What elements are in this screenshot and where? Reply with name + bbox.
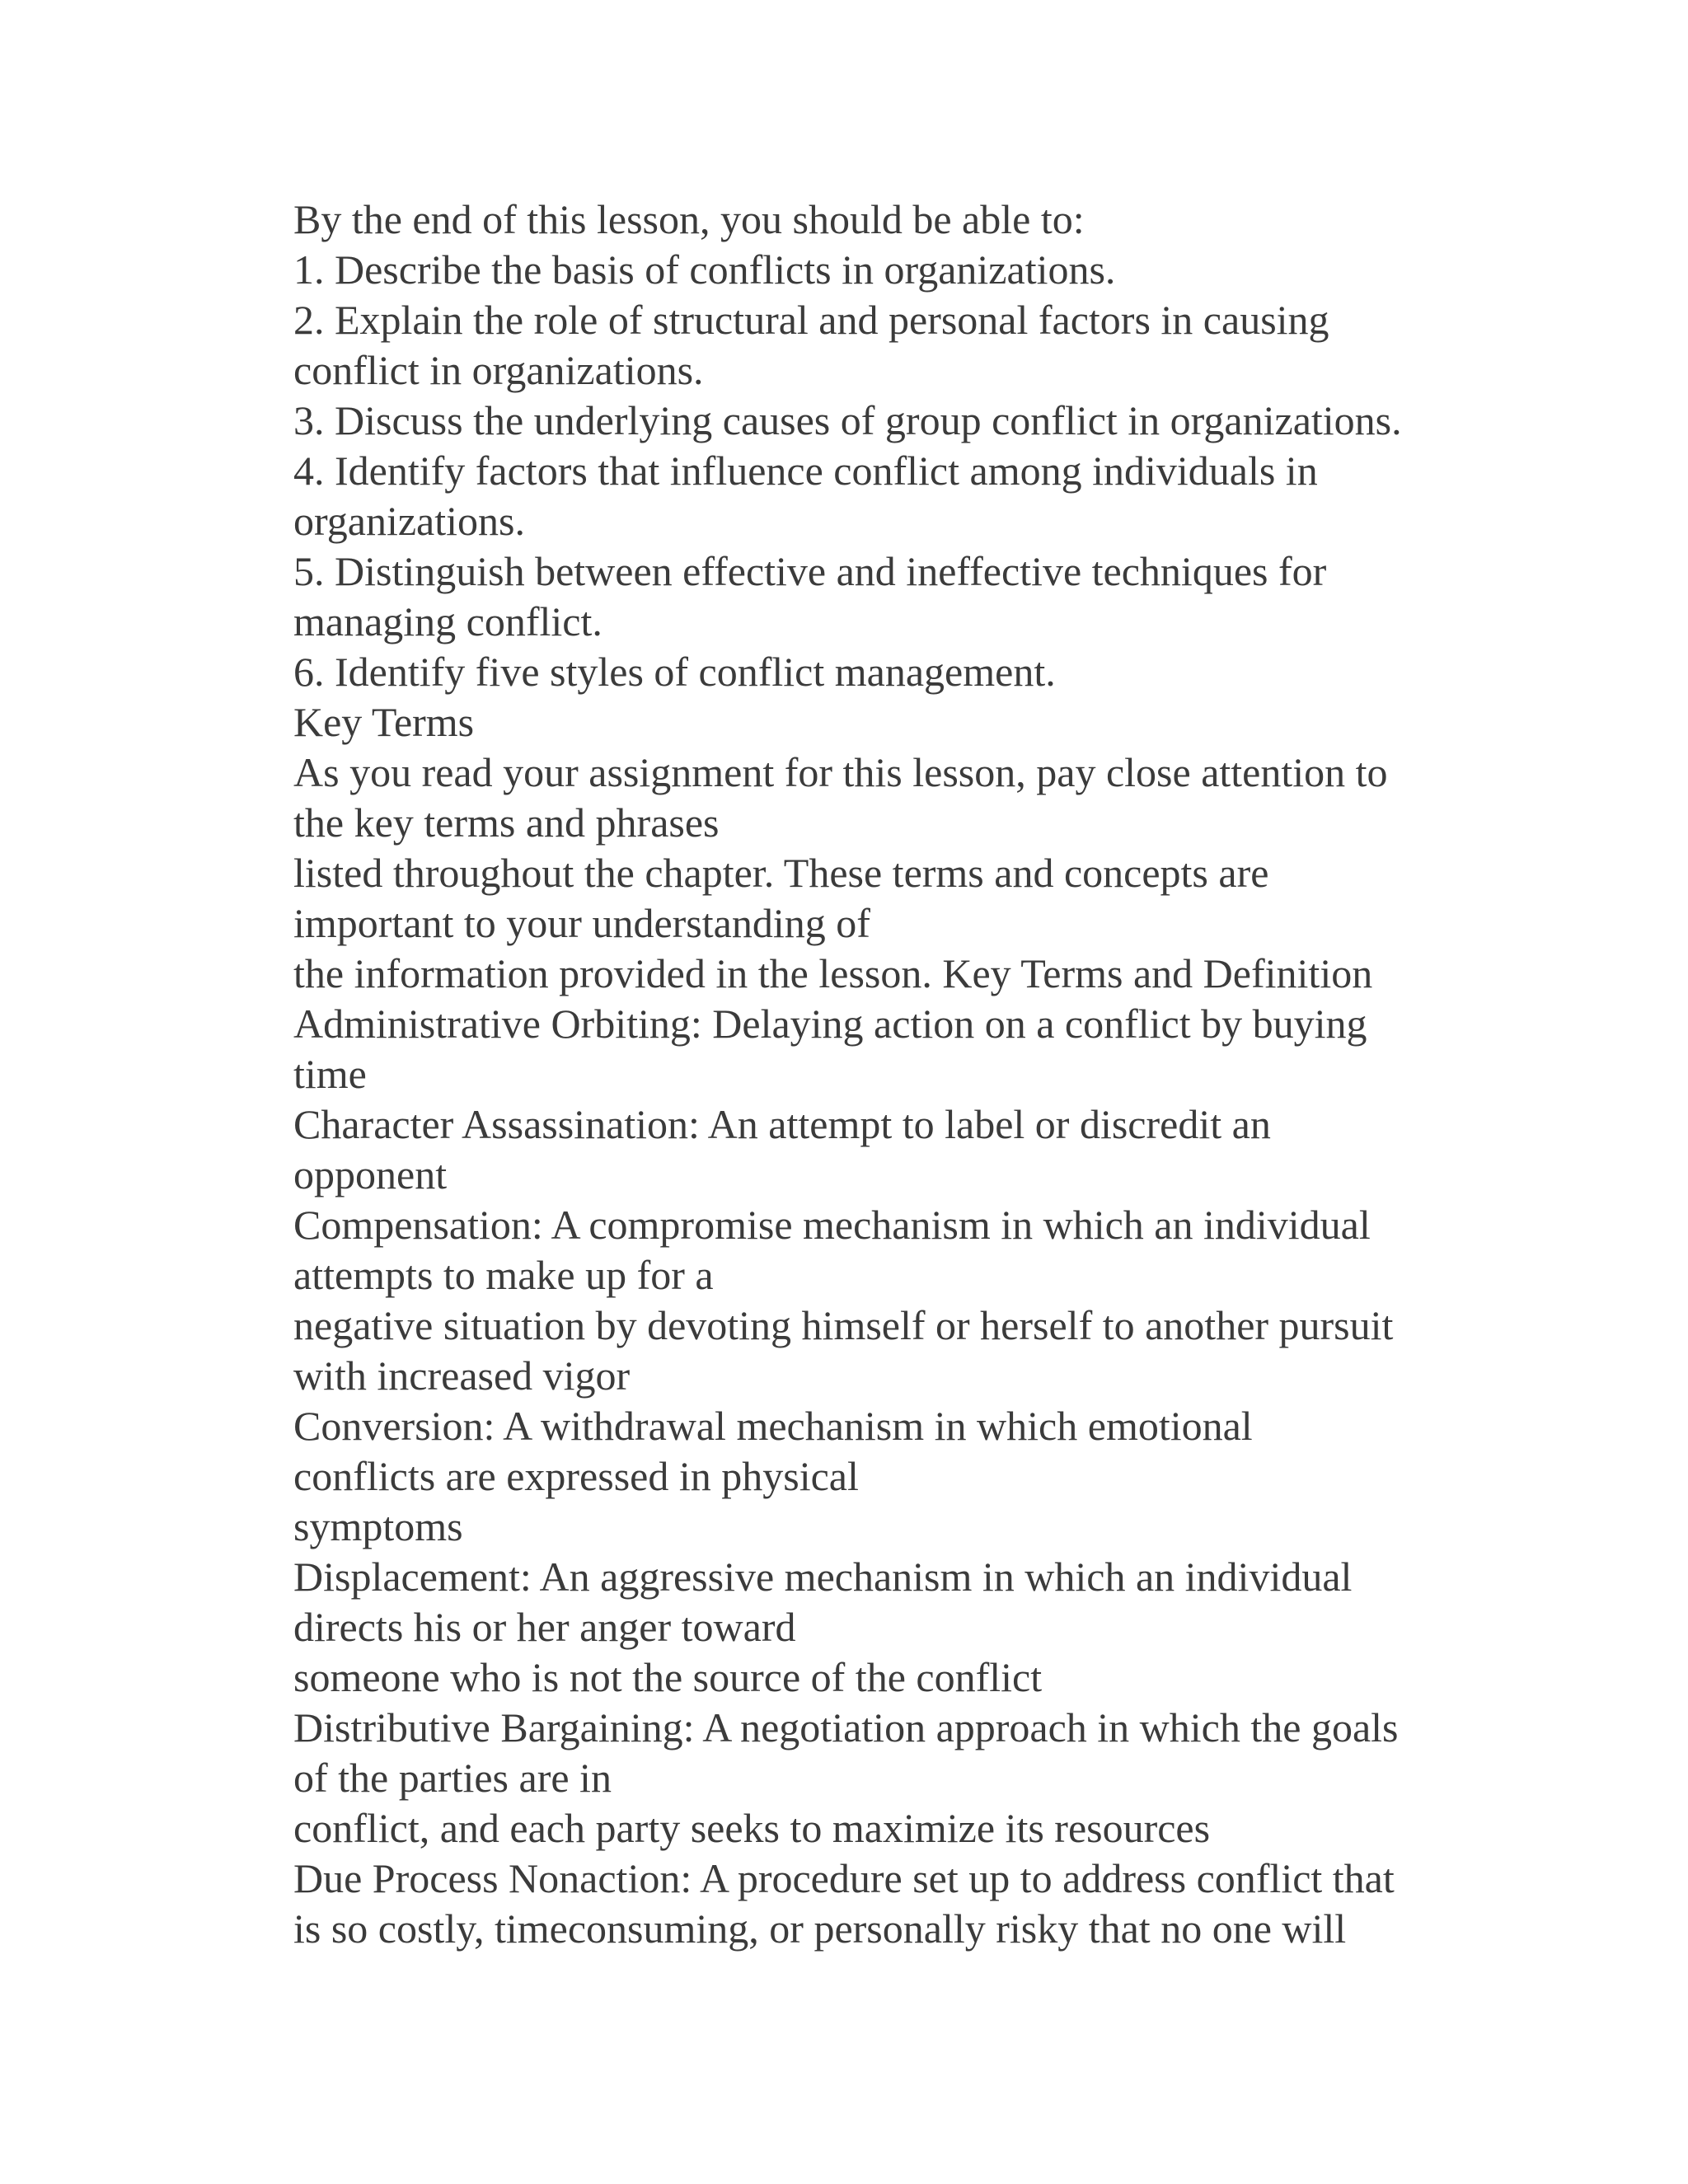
objective-1: 1. Describe the basis of conflicts in organizations. [293, 246, 1116, 293]
term-distributive-bargaining-cont: of the parties are in [293, 1755, 612, 1801]
objective-2-cont: conflict in organizations. [293, 347, 704, 393]
term-administrative-orbiting-cont: time [293, 1051, 367, 1097]
term-displacement: Displacement: An aggressive mechanism in which an individual [293, 1554, 1353, 1600]
key-terms-heading: Key Terms [293, 699, 475, 745]
term-displacement-cont: someone who is not the source of the conflict [293, 1654, 1043, 1700]
objective-4-cont: organizations. [293, 498, 525, 544]
term-character-assassination: Character Assassination: An attempt to label or discredit an [293, 1101, 1271, 1147]
term-distributive-bargaining-cont: conflict, and each party seeks to maximize its resources [293, 1805, 1211, 1851]
objective-4: 4. Identify factors that influence conflict among individuals in [293, 448, 1318, 494]
term-compensation-cont: with increased vigor [293, 1352, 631, 1399]
key-terms-intro-line: listed throughout the chapter. These terms and concepts are [293, 850, 1269, 896]
objective-2: 2. Explain the role of structural and personal factors in causing [293, 297, 1329, 343]
term-displacement-cont: directs his or her anger toward [293, 1604, 796, 1650]
term-distributive-bargaining: Distributive Bargaining: A negotiation approach in which the goals [293, 1704, 1399, 1750]
key-terms-intro-line: the key terms and phrases [293, 799, 720, 846]
objective-6: 6. Identify five styles of conflict management. [293, 649, 1056, 695]
term-compensation-cont: negative situation by devoting himself or herself to another pursuit [293, 1302, 1394, 1348]
term-due-process-nonaction-cont: is so costly, timeconsuming, or personally risky that no one will [293, 1905, 1347, 1952]
objectives-intro: By the end of this lesson, you should be able to: [293, 196, 1085, 242]
document-body [293, 194, 1497, 1954]
key-terms-intro-line: As you read your assignment for this lesson, pay close attention to [293, 749, 1388, 795]
term-compensation: Compensation: A compromise mechanism in which an individual [293, 1202, 1371, 1248]
term-due-process-nonaction: Due Process Nonaction: A procedure set up to address conflict that [293, 1855, 1395, 1901]
term-character-assassination-cont: opponent [293, 1151, 448, 1197]
key-terms-intro-line: the information provided in the lesson. Key Terms and Definition [293, 950, 1373, 996]
term-conversion-cont: symptoms [293, 1503, 463, 1549]
objective-5: 5. Distinguish between effective and ineffective techniques for [293, 548, 1327, 594]
key-terms-intro-line: important to your understanding of [293, 900, 870, 946]
objective-5-cont: managing conflict. [293, 598, 603, 644]
term-conversion: Conversion: A withdrawal mechanism in which emotional [293, 1403, 1253, 1449]
term-compensation-cont: attempts to make up for a [293, 1252, 714, 1298]
term-administrative-orbiting: Administrative Orbiting: Delaying action on a conflict by buying [293, 1001, 1367, 1047]
term-conversion-cont: conflicts are expressed in physical [293, 1453, 859, 1499]
objective-3: 3. Discuss the underlying causes of group conflict in organizations. [293, 397, 1402, 443]
